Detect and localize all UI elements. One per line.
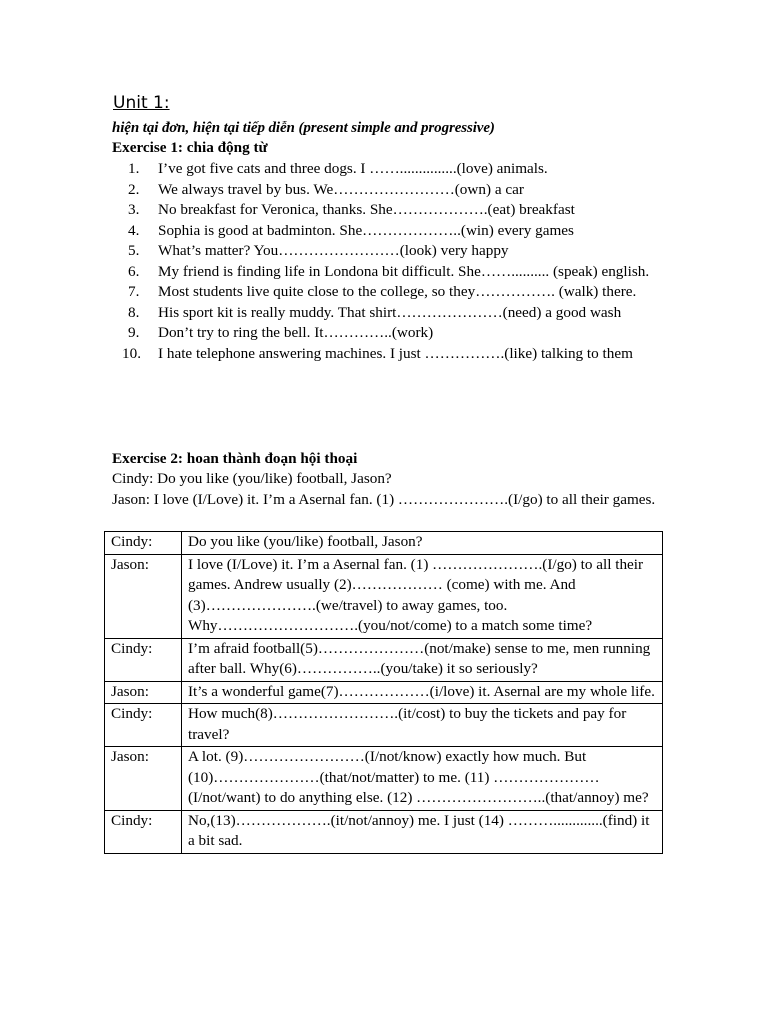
dialogue-cell: A lot. (9)……………………(I/not/know) exactly how much. But (10)…………………(that/not/matter) to me. (11) …………………(I/not/want) to do anything else. (12) ……………………..(that/annoy) me? (182, 747, 663, 811)
item-number: 4. (128, 221, 140, 239)
intro-line: Cindy: Do you like (you/like) football, Jason? (112, 470, 392, 487)
item-text: Don’t try to ring the bell. It…………..(work) (158, 324, 434, 341)
item-text: No breakfast for Veronica, thanks. She……………….(eat) breakfast (158, 201, 575, 218)
list-item (112, 159, 672, 180)
item-number: 1. (128, 160, 140, 177)
table-row (105, 681, 663, 704)
exercise-1-list (112, 159, 672, 364)
table-row (105, 747, 663, 811)
dialogue-cell: It’s a wonderful game(7)………………(i/love) it. Asernal are my whole life. (182, 681, 663, 704)
item-number: 10. (122, 344, 141, 362)
dialogue-intro (112, 469, 672, 510)
item-number: 7. (128, 283, 140, 300)
list-item (112, 262, 672, 283)
dialogue-cell: No,(13)……………….(it/not/annoy) me. I just (14) ……….............(find) it a bit sad. (182, 810, 663, 853)
speaker-cell: Cindy: (105, 810, 182, 853)
table-row (105, 810, 663, 853)
item-text: What’s matter? You……………………(look) very happy (158, 242, 509, 259)
dialogue-cell: I love (I/Love) it. I’m a Asernal fan. (1) ………………….(I/go) to all their games. Andrew usually (2)……………… (come) with me. And (3)………………….(we/travel) to away games, too. Why……………………….(you/not/come) to a match some time? (182, 554, 663, 638)
list-item (112, 221, 672, 242)
dialogue-cell: I’m afraid football(5)…………………(not/make) sense to me, men running after ball. Why(6)……………..(you/take) it so seriously? (182, 638, 663, 681)
exercise-1-heading: Exercise 1: chia động từ (112, 139, 268, 156)
speaker-cell: Cindy: (105, 638, 182, 681)
item-number: 9. (128, 324, 140, 341)
speaker-cell: Jason: (105, 554, 182, 638)
unit-title: Unit 1: (113, 93, 170, 113)
item-text: My friend is finding life in Londona bit difficult. She…….......... (speak) english. (158, 262, 650, 280)
list-item (112, 323, 672, 344)
speaker-cell: Cindy: (105, 532, 182, 555)
table-row (105, 638, 663, 681)
item-text: I hate telephone answering machines. I just …………….(like) talking to them (158, 344, 633, 362)
list-item (112, 282, 672, 303)
list-item (112, 344, 672, 365)
item-number: 8. (128, 303, 140, 321)
speaker-cell: Cindy: (105, 704, 182, 747)
speaker-cell: Jason: (105, 747, 182, 811)
dialogue-cell: Do you like (you/like) football, Jason? (182, 532, 663, 555)
table-row (105, 704, 663, 747)
item-text: I’ve got five cats and three dogs. I ……...............(love) animals. (158, 160, 548, 177)
list-item (112, 200, 672, 221)
dialogue-cell: How much(8)…………………….(it/cost) to buy the tickets and pay for travel? (182, 704, 663, 747)
list-item (112, 180, 672, 201)
list-item (112, 303, 672, 324)
item-text: We always travel by bus. We……………………(own) a car (158, 180, 524, 198)
item-number: 6. (128, 262, 140, 280)
table-row (105, 532, 663, 555)
table-row (105, 554, 663, 638)
item-text: Sophia is good at badminton. She………………..(win) every games (158, 221, 574, 239)
intro-line: Jason: I love (I/Love) it. I’m a Asernal fan. (1) ………………….(I/go) to all their games. (112, 490, 656, 508)
dialogue-table (104, 531, 663, 854)
list-item (112, 241, 672, 262)
item-number: 2. (128, 180, 140, 198)
exercise-2-heading: Exercise 2: hoan thành đoạn hội thoại (112, 450, 358, 467)
item-text: His sport kit is really muddy. That shirt…………………(need) a good wash (158, 303, 622, 321)
speaker-cell: Jason: (105, 681, 182, 704)
item-number: 5. (128, 242, 140, 259)
item-text: Most students live quite close to the college, so they……………. (walk) there. (158, 283, 637, 300)
unit-subtitle: hiện tại đơn, hiện tại tiếp diễn (present simple and progressive) (112, 120, 495, 136)
item-number: 3. (128, 201, 140, 218)
